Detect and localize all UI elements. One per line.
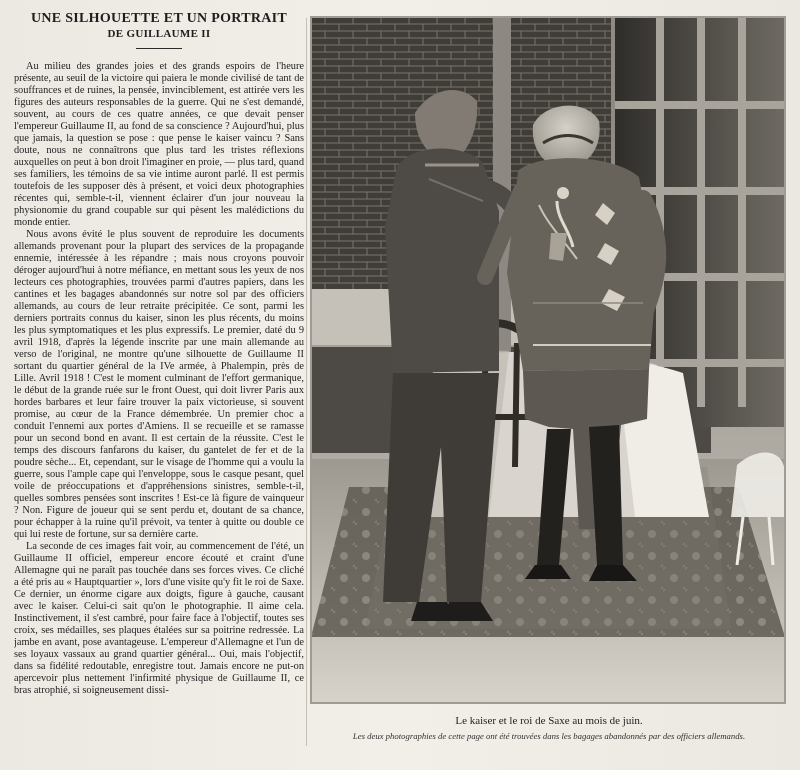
article-paragraph-2: Nous avons évité le plus souvent de reproduire les documents allemands provenant pour la plupart des services de la propagande ennemie, intéressée à les répandre ; mais nous croyons pouvoir déroger aujourd'hui à notre méfiance, en mettant sous les yeux de nos lecteurs ces photographies, trouvées parmi d'autres papiers, dans les cantines et les bagages abandonnés sur notre sol par des officiers allemands, au cours de leur retraite précipitée. Ce sont, parmi les derniers portraits connus du kaiser, sinon les plus récents, du moins les plus symptomatiques et les plus expressifs. Le premier, daté du 9 avril 1918, d'après la légende inscrite par une main allemande au verso de l'original, ne montre qu'une silhouette de Guillaume II sortant du quartier général de la IVe armée, à Phalempin, près de Lille. Avril 1918 ! C'est le moment culminant de l'effort germanique, le début de la grande ruée sur le front Ouest, qui doit livrer Paris aux hordes barbares et leur faire trouver la paix victorieuse, si souvent promise, au cœur de la France démembrée. Un premier choc a conduit l'ennemi aux portes d'Amiens. Il se recueille et se ramasse pour un second bond en avant. Il est certain de la réussite. C'est le temps des discours fanfarons du kaiser, du gantelet de fer et de la poudre sèche... Et, cependant, sur le visage de l'homme qui a voulu la guerre, sous l'ample cape qui l'enveloppe, sous le casque pesant, quel voile de préoccupations et d'appréhensions sinistres, semble-t-il, quelles sombres pensées sont inscrites ! Est-ce là figure de vainqueur ? Non. Figure de joueur qui se sent perdu et, doutant de sa chance, pour échapper à la ruine qu'il prévoit, va tenter à quitte ou double ce qui lui reste de fortune, sur sa dernière carte. xyxy=(14,229,304,541)
headline-rule xyxy=(136,48,182,49)
photo-image xyxy=(311,17,785,703)
photo-note: Les deux photographies de cette page ont été trouvées dans les bagages abandonnés par des officiers allemands. xyxy=(352,731,746,741)
article-paragraph-1: Au milieu des grandes joies et des grands espoirs de l'heure présente, au seuil de la victoire qui paiera le monde civilisé de tant de souffrances et de ruines, la pensée, invinciblement, est attirée vers les figures des auteurs responsables de la guerre. Qui ne s'est demandé, souvent, au cours de ces quatre années, ce que devait penser l'empereur Guillaume II, au fond de sa conscience ? Aujourd'hui, plus que jamais, la question se pose : que pense le kaiser vaincu ? Sans doute, nous ne connaîtrons que plus tard les tristes réflexions auxquelles on peut à bon droit l'imaginer en proie, — plus tard, quand ses familiers, les témoins de sa vie intime auront parlé. Il est permis toutefois de les supposer dès à présent, et voici deux photographies récentes qui, semble-t-il, viennent éclairer d'un jour nouveau la physionomie du grand coupable sur qui pèsent les malédictions du monde entier. xyxy=(14,61,304,229)
photo-caption-block xyxy=(312,715,786,741)
headline-sub: DE GUILLAUME II xyxy=(107,27,211,40)
column-divider xyxy=(306,18,307,746)
article-column xyxy=(14,12,304,760)
headline-main: UNE SILHOUETTE ET UN PORTRAIT xyxy=(30,12,288,26)
article-body xyxy=(14,61,304,697)
photo-caption: Le kaiser et le roi de Saxe au mois de juin. xyxy=(455,715,643,727)
historical-photograph xyxy=(310,16,786,704)
article-headline xyxy=(14,12,304,40)
article-paragraph-3: La seconde de ces images fait voir, au commencement de l'été, un Guillaume II officiel, empereur encore écouté et craint d'une Allemagne qui ne paraît pas touchée dans ses forces vives. Ce cliché a été pris au « Hauptquartier », lors d'une visite qu'y fit le roi de Saxe. Ce dernier, un énorme cigare aux doigts, figure à gauche, causant avec le kaiser. Celui-ci sait qu'on le photographie. Il aime cela. Instinctivement, il s'est cambré, pour faire face à l'objectif, toutes ses croix, ses médailles, ses plaques étalées sur sa poitrine redressée. La jambe en avant, pose avantageuse. L'empereur d'Allemagne et l'un de ses loyaux vassaux au grand quartier général... Oui, mais l'objectif, dans sa fidélité redoutable, enregistre tout. Jamais encore ne put-on apercevoir plus nettement l'infirmité physique de Guillaume II, ce bras atrophié, si soigneusement dissi- xyxy=(14,541,304,697)
